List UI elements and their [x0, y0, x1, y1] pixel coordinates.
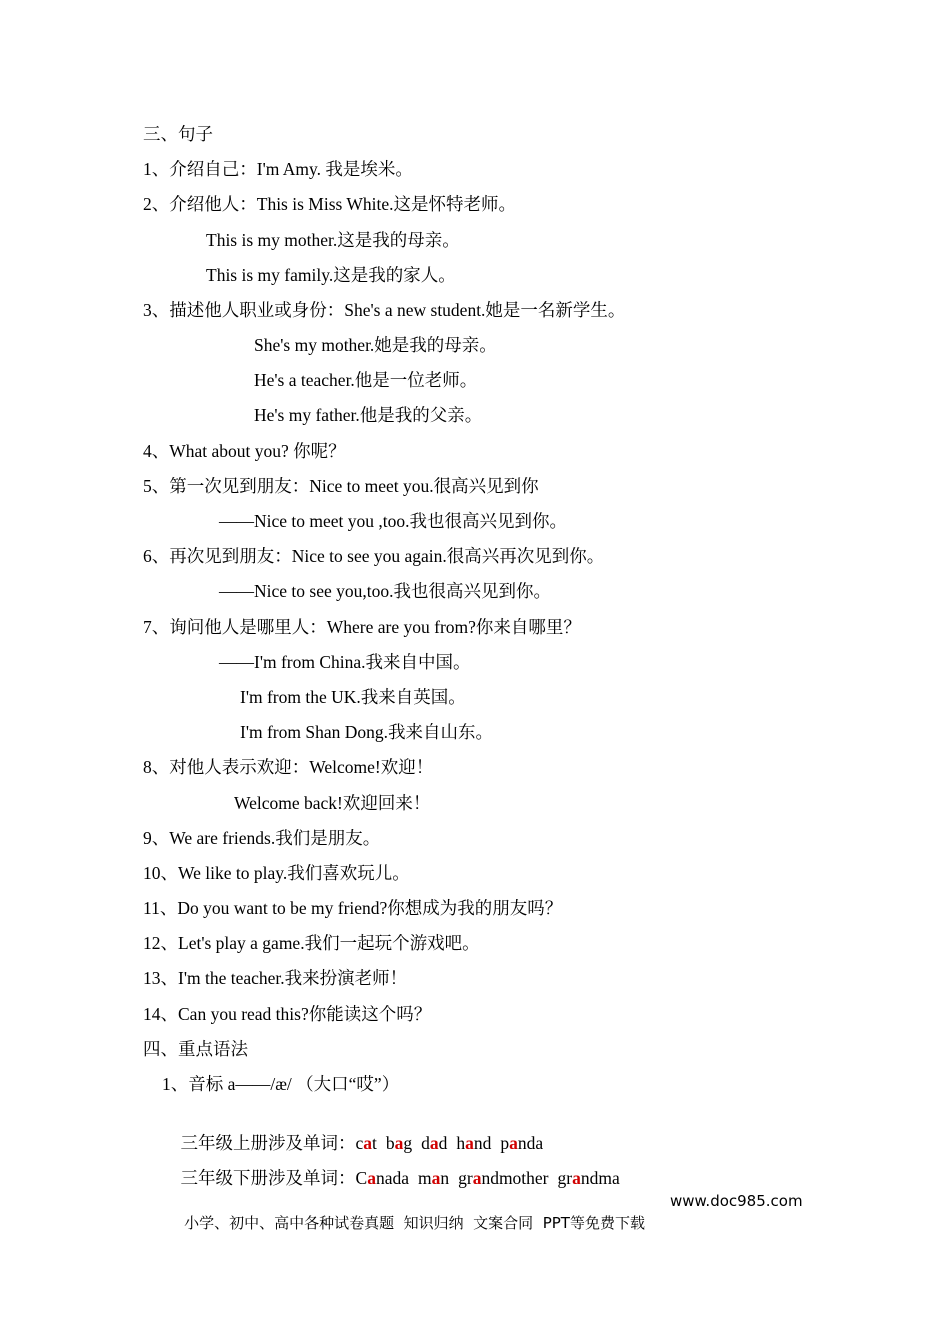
sentence-line: She's my mother.她是我的母亲。 — [254, 335, 497, 355]
highlighted-vowel: a — [509, 1133, 518, 1153]
vocab-word: dad — [421, 1133, 448, 1153]
footer-text: 小学、初中、高中各种试卷真题 知识归纳 文案合同 PPT等免费下载 — [184, 1214, 645, 1232]
footer — [165, 1190, 803, 1278]
sentence-line: 2、介绍他人：This is Miss White.这是怀特老师。 — [143, 194, 517, 214]
sentence-line: 14、Can you read this?你能读这个吗？ — [143, 1004, 432, 1024]
sentence-line: ——Nice to meet you ,too.我也很高兴见到你。 — [219, 511, 568, 531]
sentence-line: He's my father.他是我的父亲。 — [254, 405, 483, 425]
highlighted-vowel: a — [465, 1133, 474, 1153]
sentence-line: He's a teacher.他是一位老师。 — [254, 370, 478, 390]
sentence-line: 13、I'm the teacher.我来扮演老师！ — [143, 968, 408, 988]
sentence-line: Welcome back!欢迎回来！ — [234, 793, 431, 813]
sentence-line: 12、Let's play a game.我们一起玩个游戏吧。 — [143, 933, 480, 953]
sentence-line: ——Nice to see you,too.我也很高兴见到你。 — [219, 581, 551, 601]
sentence-line: ——I'm from China.我来自中国。 — [219, 652, 471, 672]
vocab-word: man — [417, 1168, 450, 1188]
highlighted-vowel: a — [363, 1133, 373, 1153]
vocab-word: cat — [355, 1133, 377, 1153]
sentence-line: This is my mother.这是我的母亲。 — [206, 230, 460, 250]
sentence-line: This is my family.这是我的家人。 — [206, 265, 456, 285]
sentence-line: 1、介绍自己：I'm Amy. 我是埃米。 — [143, 159, 413, 179]
vocab-word: bag — [385, 1133, 413, 1153]
sentence-line: 3、描述他人职业或身份：She's a new student.她是一名新学生。 — [143, 300, 626, 320]
vocab-word: grandmother — [458, 1168, 549, 1188]
sentence-line: I'm from Shan Dong.我来自山东。 — [240, 722, 493, 742]
upper-vocab-label: 三年级上册涉及单词： — [180, 1133, 356, 1153]
highlighted-vowel: a — [472, 1168, 482, 1188]
section3-heading: 三、句子 — [143, 124, 213, 144]
vocab-word: Canada — [355, 1168, 409, 1188]
section4-heading: 四、重点语法 — [143, 1039, 248, 1059]
highlighted-vowel: a — [572, 1168, 581, 1188]
sentence-line: I'm from the UK.我来自英国。 — [240, 687, 466, 707]
sentence-line: 4、What about you? 你呢？ — [143, 441, 346, 461]
lower-vocab-label: 三年级下册涉及单词： — [180, 1168, 356, 1188]
sentence-line: 8、对他人表示欢迎：Welcome!欢迎！ — [143, 757, 434, 777]
phonetic-line: 1、音标 a——/æ/ （大口“哎”） — [162, 1074, 400, 1094]
lower-word-list — [356, 1168, 620, 1188]
sentence-line: 10、We like to play.我们喜欢玩儿。 — [143, 863, 410, 883]
highlighted-vowel: a — [429, 1133, 439, 1153]
highlighted-vowel: a — [367, 1168, 376, 1188]
vocab-word: panda — [500, 1133, 544, 1153]
footer-url: www.doc985.com — [670, 1192, 803, 1210]
sentence-line: 9、We are friends.我们是朋友。 — [143, 828, 381, 848]
sentence-line: 7、询问他人是哪里人：Where are you from?你来自哪里？ — [143, 617, 581, 637]
highlighted-vowel: a — [394, 1133, 404, 1153]
vocab-word: grandma — [557, 1168, 620, 1188]
sentence-line: 5、第一次见到朋友：Nice to meet you.很高兴见到你 — [143, 476, 539, 496]
highlighted-vowel: a — [431, 1168, 441, 1188]
sentence-line: 6、再次见到朋友：Nice to see you again.很高兴再次见到你。 — [143, 546, 605, 566]
vocab-word: hand — [456, 1133, 492, 1153]
sentence-line: 11、Do you want to be my friend?你想成为我的朋友吗？ — [143, 898, 563, 918]
